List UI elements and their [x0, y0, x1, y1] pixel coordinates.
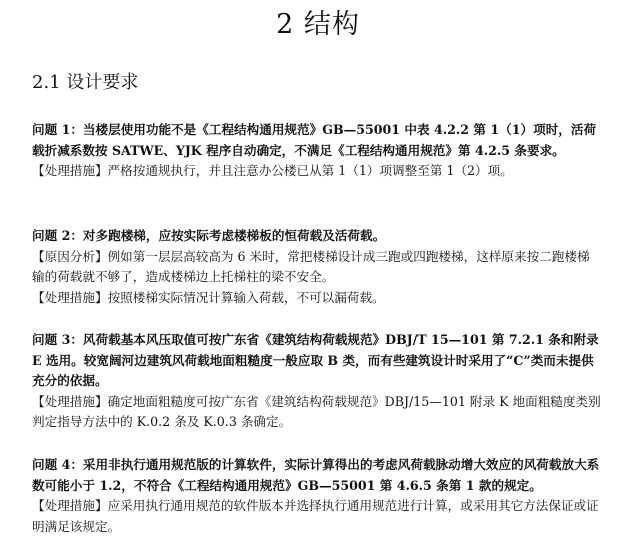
issue-analysis: 【原因分析】例如第一层层高较高为 6 米时，常把楼梯设计成三跑或四跑楼梯，这样原来按二跑楼梯输的荷载就不够了，造成楼梯边上托梯柱的梁不安全。	[32, 248, 590, 284]
issue-1	[32, 120, 602, 182]
issue-4	[32, 455, 602, 537]
issue-question: 问题 3：风荷载基本风压取值可按广东省《建筑结构荷载规范》DBJ/T 15—101 第 7.2.1 条和附录 E 选用。较宽阔河边建筑风荷载地面粗糙度一般应取 B 类，而有些建筑设计时采用了“C”类而未提供充分的依据。	[32, 332, 599, 388]
issue-2	[32, 226, 602, 308]
chapter-title: 2 结构	[276, 9, 360, 40]
issue-3	[32, 330, 602, 433]
issue-measure: 【处理措施】应采用执行通用规范的软件版本并选择执行通用规范进行计算，或采用其它方法保证或证明满足该规定。	[32, 498, 599, 534]
section-title: 2.1 设计要求	[32, 72, 139, 93]
issue-question: 问题 2：对多跑楼梯，应按实际考虑楼梯板的恒荷载及活荷载。	[32, 228, 386, 243]
issue-measure: 【处理措施】严格按通规执行，并且注意办公楼已从第 1（1）项调整至第 1（2）项。	[32, 163, 513, 178]
issue-measure: 【处理措施】确定地面粗糙度可按广东省《建筑结构荷载规范》DBJ/15—101 附录 K 地面粗糙度类别判定指导方法中的 K.0.2 条及 K.0.3 条确定。	[32, 393, 601, 429]
issue-question: 问题 1：当楼层使用功能不是《工程结构通用规范》GB—55001 中表 4.2.2 第 1（1）项时，活荷载折减系数按 SATWE、YJK 程序自动确定，不满足《工程结构通用规范》第 4.2.5 条要求。	[32, 122, 597, 158]
issue-question: 问题 4：采用非执行通用规范版的计算软件，实际计算得出的考虑风荷载脉动增大效应的风荷载放大系数可能小于 1.2，不符合《工程结构通用规范》GB—55001 第 4.6.5 条第 1 款的规定。	[32, 457, 600, 493]
issue-measure: 【处理措施】按照楼梯实际情况计算输入荷载，不可以漏荷载。	[32, 289, 385, 305]
